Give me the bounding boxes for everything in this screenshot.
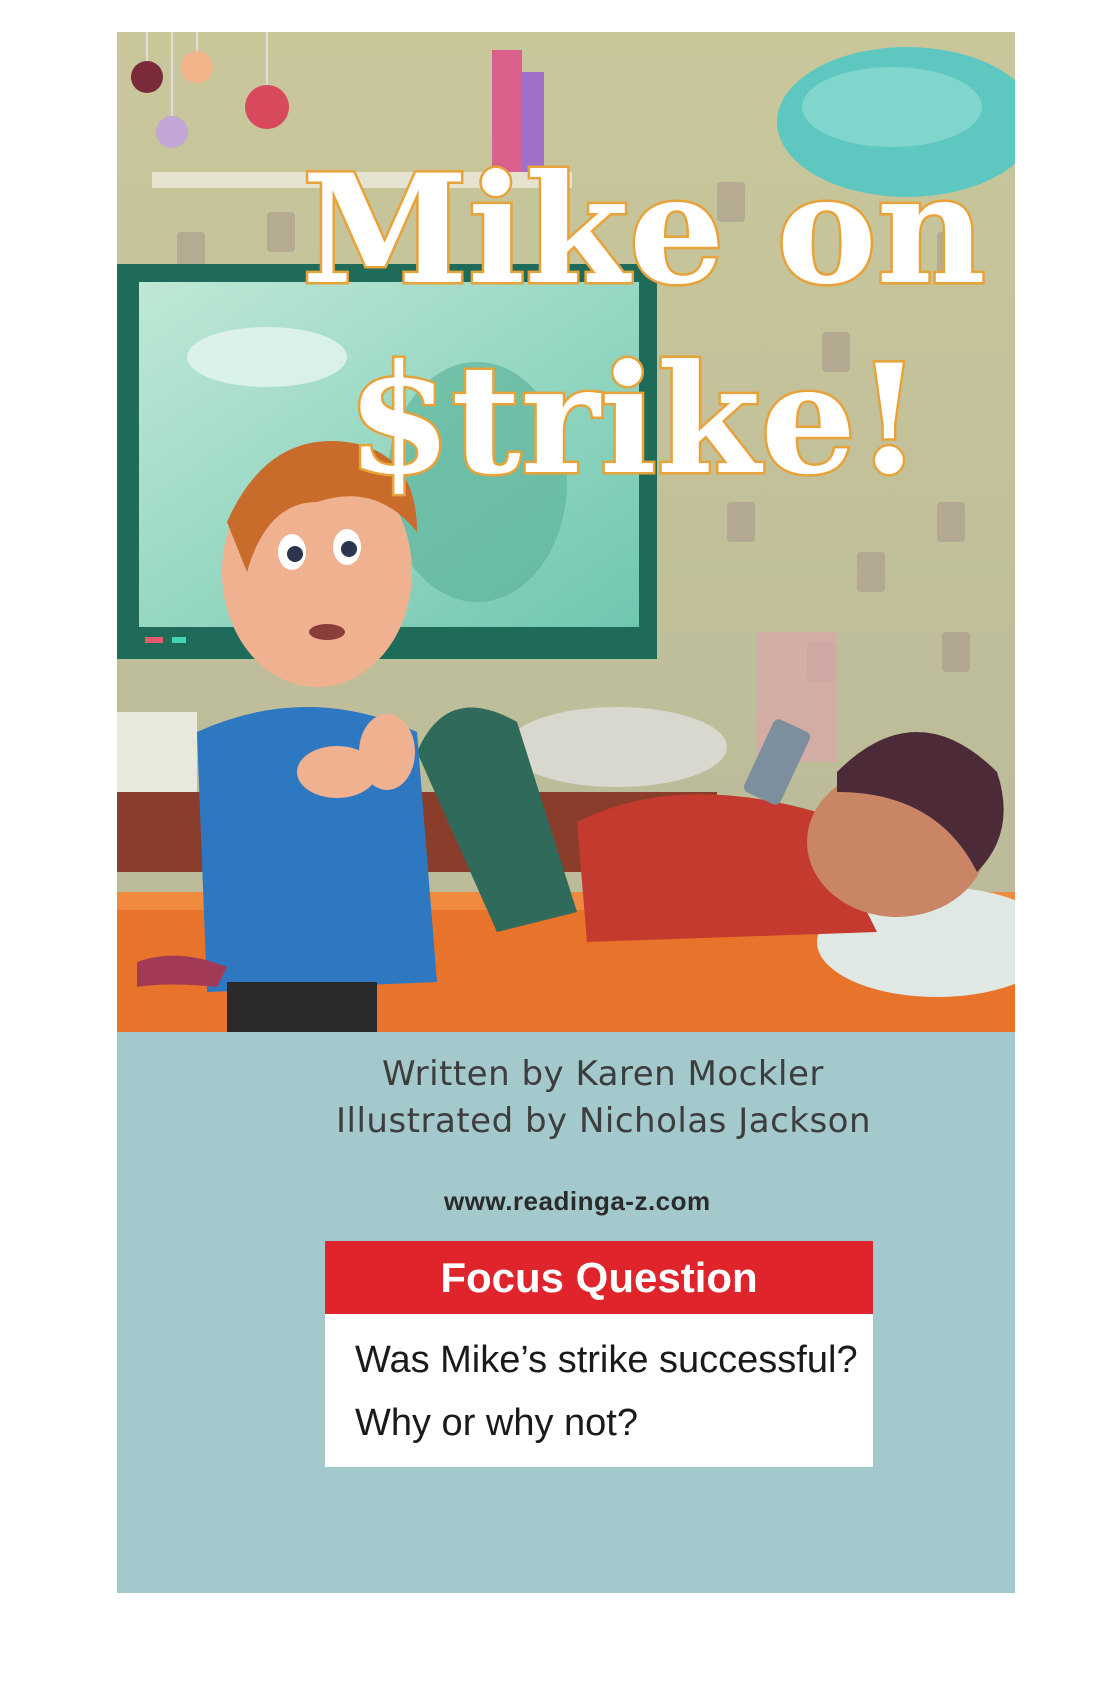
game-controller (507, 707, 727, 787)
title-line-2: $trike! (347, 332, 922, 508)
author-credit: Written by Karen Mockler (382, 1054, 824, 1094)
book-title (297, 92, 1015, 532)
illustrator-credit: Illustrated by Nicholas Jackson (336, 1101, 872, 1141)
hanging-planet-ornament (131, 61, 163, 93)
focus-question-text: Was Mike’s strike successful? Why or why not? (355, 1339, 858, 1444)
focus-question-heading: Focus Question (325, 1241, 873, 1314)
book-cover (117, 32, 1015, 1593)
focus-question-box (325, 1241, 873, 1467)
website-url: www.readinga-z.com (444, 1186, 711, 1216)
title-line-1: Mike on (302, 142, 986, 318)
